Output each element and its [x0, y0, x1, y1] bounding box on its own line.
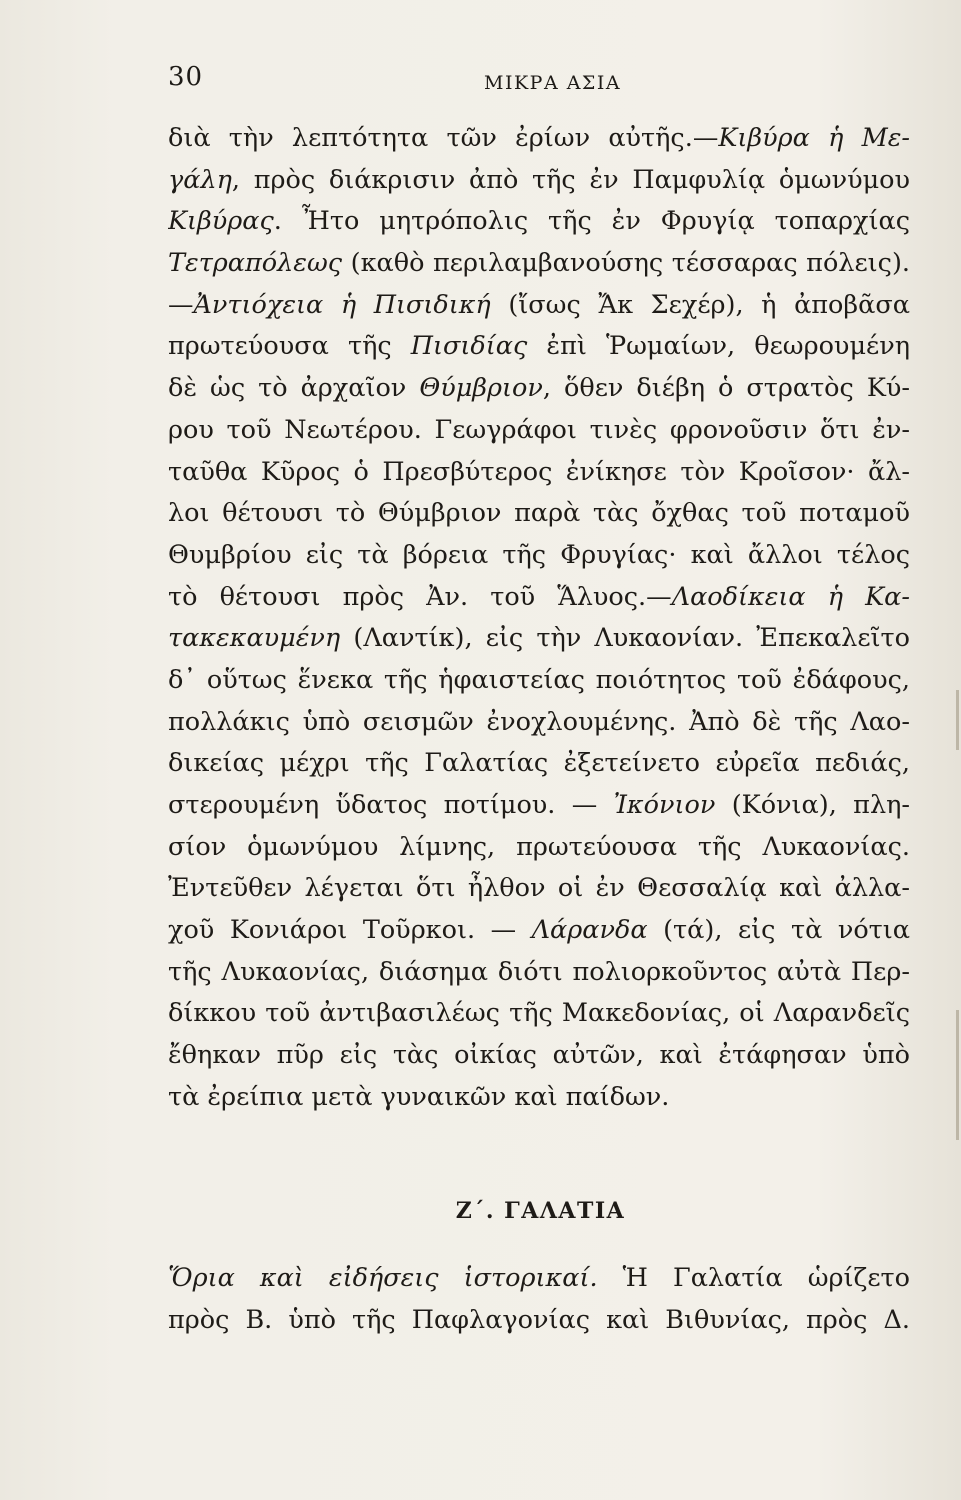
- text-line: [168, 326, 910, 368]
- text-line: [168, 868, 910, 910]
- running-title: ΜΙΚΡΑ ΑΣΙΑ: [484, 72, 622, 94]
- text-segment: ρου τοῦ Νεωτέρου. Γεωγράφοι τινὲς φρονοῦσιν ὅτι ἐν-: [168, 414, 910, 445]
- text-line: [168, 660, 910, 702]
- text-line: [168, 493, 910, 535]
- text-segment: δ᾽ οὕτως ἕνεκα τῆς ἡφαιστείας ποιότητος τοῦ ἐδάφους,: [168, 664, 910, 695]
- text-segment: Λαοδίκεια ἡ Κα-: [671, 581, 910, 612]
- text-segment: πρωτεύουσα τῆς: [168, 331, 411, 362]
- text-line: [168, 952, 910, 994]
- text-segment: (ἴσως Ἄκ Σεχέρ), ἡ ἀποβᾶσα: [490, 289, 910, 320]
- text-segment: Τετραπόλεως: [168, 248, 343, 279]
- text-segment: Κιβύρας: [168, 206, 274, 237]
- text-segment: Ὅρια καὶ εἰδήσεις ἱστορικαί.: [168, 1263, 598, 1293]
- text-line: [168, 618, 910, 660]
- text-segment: —: [168, 289, 194, 320]
- text-segment: , πρὸς διάκρισιν ἀπὸ τῆς ἐν Παμφυλίᾳ ὁμωνύμου: [231, 164, 910, 195]
- text-segment: Ἀντιόχεια ἡ Πισιδική: [193, 289, 491, 320]
- page-edge-mark: [956, 690, 959, 750]
- text-segment: , ὅθεν διέβη ὁ στρατὸς Κύ-: [542, 373, 910, 404]
- text-segment: ἐπὶ Ῥωμαίων, θεωρουμένη: [527, 331, 910, 362]
- text-segment: Λάρανδα: [531, 915, 648, 946]
- text-line: [168, 368, 910, 410]
- text-segment: τακεκαυμένη: [168, 623, 341, 654]
- text-segment: . Ἦτο μητρόπολις τῆς ἐν Φρυγίᾳ τοπαρχίας: [273, 206, 910, 237]
- text-line: [168, 118, 910, 160]
- text-segment: πρὸς Β. ὑπὸ τῆς Παφλαγονίας καὶ Βιθυνίας, πρὸς Δ.: [168, 1304, 910, 1335]
- text-segment: Ἰκόνιον: [613, 790, 716, 820]
- page-edge-mark: [956, 1010, 959, 1140]
- text-segment: τὰ ἐρείπια μετὰ γυναικῶν καὶ παίδων.: [168, 1081, 670, 1112]
- text-segment: ταῦθα Κῦρος ὁ Πρεσβύτερος ἐνίκησε τὸν Κροῖσον· ἄλ-: [168, 456, 910, 487]
- text-line: [168, 160, 910, 202]
- text-segment: χοῦ Κονιάροι Τοῦρκοι. —: [168, 915, 532, 946]
- text-segment: (Λαντίκ), εἰς τὴν Λυκαονίαν. Ἐπεκαλεῖτο: [340, 623, 910, 654]
- text-line: [168, 535, 910, 577]
- section-paragraph: [168, 1258, 910, 1341]
- text-segment: Θύμβριον: [419, 373, 543, 404]
- text-line: [168, 577, 910, 619]
- text-segment: τὸ θέτουσι πρὸς Ἀν. τοῦ Ἅλυος.—: [168, 581, 672, 612]
- text-segment: στερουμένη ὕδατος ποτίμου. —: [168, 790, 614, 820]
- text-line: [168, 410, 910, 452]
- text-segment: πολλάκις ὑπὸ σεισμῶν ἐνοχλουμένης. Ἀπὸ δὲ τῆς Λαο-: [168, 706, 910, 737]
- text-segment: (καθὸ περιλαμβανούσης τέσσαρας πόλεις).: [342, 248, 910, 279]
- text-segment: ἔθηκαν πῦρ εἰς τὰς οἰκίας αὐτῶν, καὶ ἐτάφησαν ὑπὸ: [168, 1040, 910, 1071]
- text-line: [168, 910, 910, 952]
- text-segment: γάλη: [168, 164, 232, 195]
- text-line: [168, 1258, 910, 1300]
- text-segment: δίκκου τοῦ ἀντιβασιλέως τῆς Μακεδονίας, οἱ Λαρανδεῖς: [168, 998, 910, 1029]
- page-number: 30: [168, 62, 204, 92]
- text-line: [168, 1035, 910, 1077]
- text-line: [168, 702, 910, 744]
- text-segment: Κιβύρα ἡ Με-: [718, 123, 910, 153]
- text-segment: (Κόνια), πλη-: [715, 790, 910, 820]
- text-segment: λοι θέτουσι τὸ Θύμβριον παρὰ τὰς ὄχθας τοῦ ποταμοῦ: [168, 498, 910, 529]
- page-header: [0, 62, 961, 102]
- text-line: [168, 1300, 910, 1342]
- text-segment: Ἐντεῦθεν λέγεται ὅτι ἦλθον οἱ ἐν Θεσσαλίᾳ καὶ ἀλλα-: [168, 873, 910, 904]
- text-line: [168, 201, 910, 243]
- text-segment: σίον ὁμωνύμου λίμνης, πρωτεύουσα τῆς Λυκαονίας.: [168, 831, 910, 862]
- text-segment: Ἡ Γαλατία ὡρίζετο: [597, 1263, 910, 1293]
- text-line: [168, 452, 910, 494]
- text-line: [168, 743, 910, 785]
- main-paragraph: [168, 118, 910, 1119]
- text-line: [168, 243, 910, 285]
- text-segment: Θυμβρίου εἰς τὰ βόρεια τῆς Φρυγίας· καὶ ἄλλοι τέλος: [168, 539, 910, 570]
- text-segment: δικείας μέχρι τῆς Γαλατίας ἐξετείνετο εὐρεῖα πεδιάς,: [168, 748, 910, 779]
- text-line: [168, 1077, 910, 1119]
- text-line: [168, 785, 910, 827]
- text-segment: δὲ ὡς τὸ ἀρχαῖον: [168, 373, 420, 404]
- text-line: [168, 285, 910, 327]
- text-segment: (τά), εἰς τὰ νότια: [647, 915, 910, 946]
- text-segment: τῆς Λυκαονίας, διάσημα διότι πολιορκοῦντος αὐτὰ Περ-: [168, 956, 910, 987]
- text-segment: διὰ τὴν λεπτότητα τῶν ἐρίων αὐτῆς.—: [168, 123, 719, 153]
- text-segment: Πισιδίας: [410, 331, 528, 362]
- text-line: [168, 993, 910, 1035]
- text-line: [168, 827, 910, 869]
- section-heading: Ζ΄. ΓΑΛΑΤΙΑ: [455, 1198, 626, 1224]
